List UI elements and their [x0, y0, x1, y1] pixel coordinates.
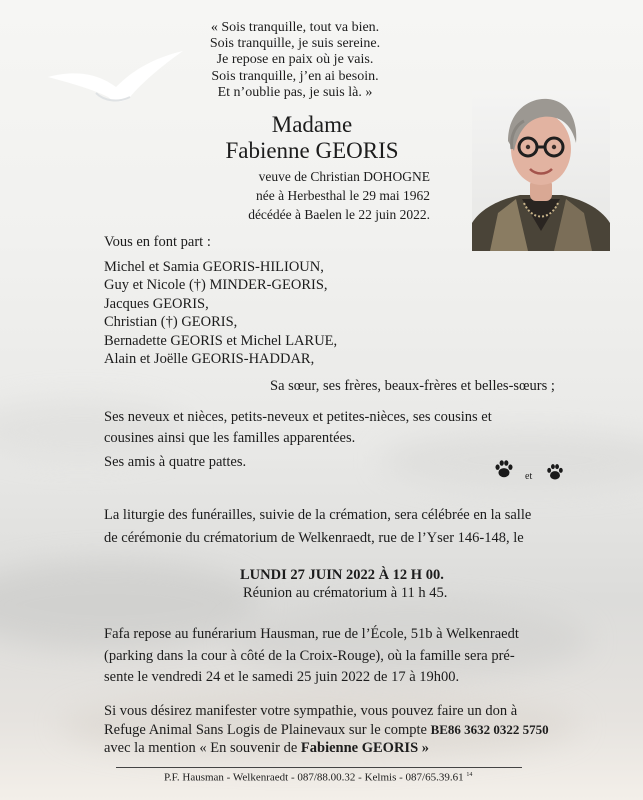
memorial-name: Fabienne GEORIS — [300, 740, 419, 757]
donation-line: Si vous désirez manifester votre sympathie, vous pouvez faire un don à — [104, 703, 518, 719]
portrait-illustration — [472, 91, 610, 251]
funeral-home-contact: P.F. Hausman - Welkenraedt - 087/88.00.32 - Kelmis - 087/65.39.61 — [164, 771, 464, 784]
funerarium-line: sente le vendredi 24 et le samedi 25 juin 2022 de 17 à 19h00. — [104, 669, 460, 685]
family-member: Christian (†) GEORIS, — [104, 314, 238, 331]
family-member: Bernadette GEORIS et Michel LARUE, — [104, 332, 338, 349]
reunion-time: Réunion au crématorium à 11 h 45. — [243, 585, 448, 601]
nephews-line: Ses neveux et nièces, petits-neveux et petites-nièces, ses cousins et — [104, 409, 492, 425]
donation-line — [104, 721, 549, 740]
donation-paragraph — [104, 702, 549, 758]
footer-mark: 14 — [466, 772, 473, 778]
poem-line: Et n’oublie pas, je suis là. » — [217, 84, 373, 100]
memorial-close: » — [421, 740, 430, 757]
bank-account: BE86 3632 0322 5750 — [430, 721, 549, 737]
announcement: Vous en font part : — [104, 234, 211, 250]
liturgy-paragraph — [104, 504, 609, 549]
donation-line — [104, 739, 549, 758]
liturgy-line: La liturgie des funérailles, suivie de la crémation, sera célébrée en la salle — [104, 507, 532, 523]
paw-print-icon — [545, 462, 565, 482]
funerarium-paragraph — [104, 624, 519, 689]
birth-line: née à Herbesthal le 29 mai 1962 — [256, 188, 430, 203]
memorial-mention: avec la mention « En souvenir de — [104, 740, 298, 757]
ceremony-date: LUNDI 27 JUIN 2022 À 12 H 00. — [240, 567, 444, 583]
funerarium-line: Fafa repose au funérarium Hausman, rue de l’École, 51b à Welkenraedt — [104, 626, 519, 642]
deceased-info — [150, 167, 430, 224]
death-line: décédée à Baelen le 22 juin 2022. — [248, 207, 430, 222]
portrait-photo — [472, 91, 610, 251]
poem-line: Je repose en paix où je vais. — [216, 52, 374, 68]
pets-line: Ses amis à quatre pattes. — [104, 454, 247, 470]
deceased-name: Fabienne GEORIS — [225, 138, 399, 163]
funeral-home-footer — [164, 768, 472, 785]
salutation: Madame — [271, 112, 353, 137]
paw-and-text: et — [525, 471, 533, 482]
seagull-illustration — [38, 45, 188, 115]
poem-line: Sois tranquille, j’en ai besoin. — [211, 68, 379, 84]
widow-line: veuve de Christian DOHOGNE — [258, 169, 430, 184]
poem-line: « Sois tranquille, tout va bien. — [210, 20, 380, 35]
siblings-line: Sa sœur, ses frères, beaux-frères et belles-sœurs ; — [270, 378, 555, 394]
poem — [180, 20, 410, 101]
paw-print-icon — [493, 458, 515, 480]
family-member: Michel et Samia GEORIS-HILIOUN, — [104, 259, 324, 275]
nephews-paragraph — [104, 407, 492, 449]
nephews-line: cousines ainsi que les familles apparentées. — [104, 430, 356, 446]
deceased-title — [200, 112, 424, 164]
family-member: Alain et Joëlle GEORIS-HADDAR, — [104, 351, 315, 368]
donation-recipient: Refuge Animal Sans Logis de Plainevaux sur le compte — [104, 721, 427, 738]
liturgy-line: de cérémonie du crématorium de Welkenraedt, rue de l’Yser 146-148, le — [104, 529, 524, 546]
family-member: Jacques GEORIS, — [104, 295, 209, 312]
family-list — [104, 258, 337, 368]
poem-line: Sois tranquille, je suis sereine. — [209, 36, 381, 52]
family-member: Guy et Nicole (†) MINDER-GEORIS, — [104, 277, 328, 294]
funerarium-line: (parking dans la cour à côté de la Croix-Rouge), où la famille sera pré- — [104, 647, 515, 664]
